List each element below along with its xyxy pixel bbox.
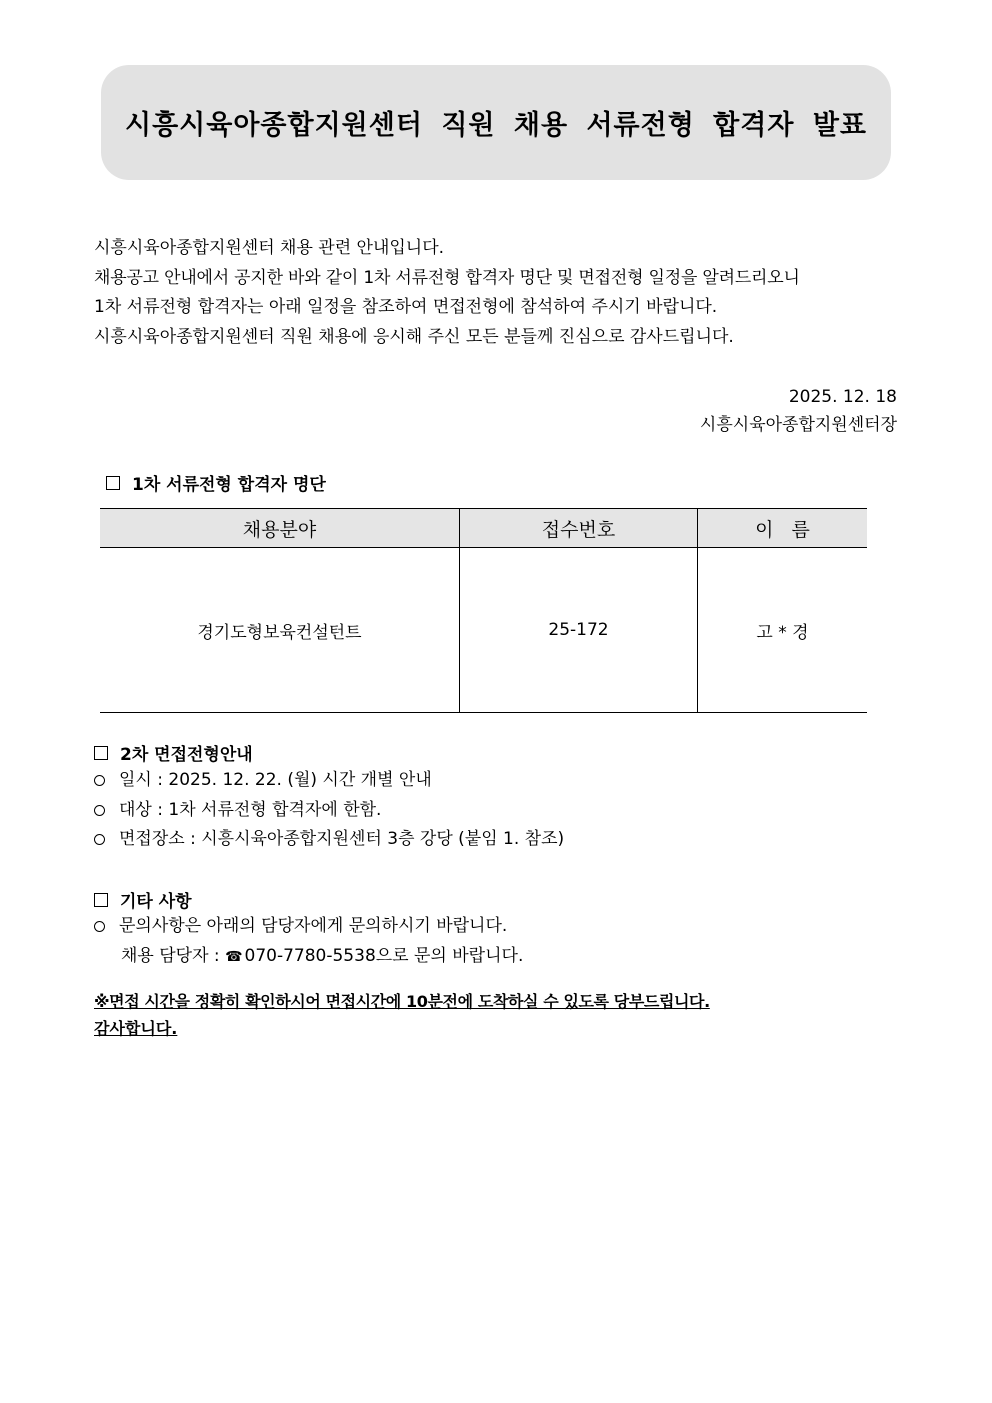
intro-line: 시흥시육아종합지원센터 채용 관련 안내입니다.	[94, 238, 445, 258]
intro-line: 채용공고 안내에서 공지한 바와 같이 1차 서류전형 합격자 명단 및 면접전형 일정을 알려드리오니	[94, 267, 800, 288]
table-cell-name: 고 * 경	[698, 548, 868, 713]
signature-block	[700, 383, 897, 439]
notice	[94, 988, 710, 1042]
table-cell-number: 25-172	[460, 548, 698, 713]
phone-icon: ☎	[225, 948, 243, 965]
intro-text	[94, 234, 898, 352]
circle-bullet-icon	[94, 834, 105, 845]
list-item: 일시 : 2025. 12. 22. (월) 시간 개별 안내	[94, 766, 564, 796]
contact-line	[94, 942, 523, 973]
section1-heading	[106, 470, 326, 495]
signer: 시흥시육아종합지원센터장	[699, 415, 897, 435]
announcement-date: 2025. 12. 18	[788, 387, 897, 407]
checkbox-square-icon	[106, 476, 120, 490]
list-item: 문의사항은 아래의 담당자에게 문의하시기 바랍니다.	[94, 912, 523, 942]
circle-bullet-icon	[94, 775, 105, 786]
section2-heading	[94, 740, 253, 765]
checkbox-square-icon	[94, 893, 108, 907]
other-info-list	[94, 912, 523, 972]
list-item: 면접장소 : 시흥시육아종합지원센터 3층 강당 (붙임 1. 참조)	[94, 825, 564, 855]
pass-list-table	[100, 508, 867, 713]
title-box	[101, 65, 891, 180]
section3-heading	[94, 887, 192, 912]
circle-bullet-icon	[94, 805, 105, 816]
table-header-cell: 채용분야	[100, 509, 460, 548]
intro-line: 시흥시육아종합지원센터 직원 채용에 응시해 주신 모든 분들께 진심으로 감사드립니다.	[94, 326, 734, 347]
page-title: 시흥시육아종합지원센터 직원 채용 서류전형 합격자 발표	[125, 110, 867, 141]
table-cell-field: 경기도형보육컨설턴트	[100, 548, 460, 713]
table-header-cell: 접수번호	[460, 509, 698, 548]
contact-prefix: 채용 담당자 :	[121, 945, 220, 966]
section3-heading-text: 기타 사항	[120, 892, 192, 912]
table-header-cell: 이 름	[698, 509, 868, 548]
section1-heading-text: 1차 서류전형 합격자 명단	[132, 475, 326, 495]
table-row	[100, 548, 867, 713]
interview-info-list	[94, 766, 564, 855]
list-item: 대상 : 1차 서류전형 합격자에 한함.	[94, 796, 564, 826]
intro-line: 1차 서류전형 합격자는 아래 일정을 참조하여 면접전형에 참석하여 주시기 바랍니다.	[94, 297, 718, 317]
notice-line: ※면접 시간을 정확히 확인하시어 면접시간에 10분전에 도착하실 수 있도록 당부드립니다.	[94, 992, 710, 1011]
table-header-row	[100, 509, 867, 548]
circle-bullet-icon	[94, 921, 105, 932]
checkbox-square-icon	[94, 746, 108, 760]
section2-heading-text: 2차 면접전형안내	[120, 745, 253, 765]
notice-line: 감사합니다.	[94, 1019, 178, 1038]
contact-phone: 070-7780-5538으로 문의 바랍니다.	[244, 945, 524, 966]
